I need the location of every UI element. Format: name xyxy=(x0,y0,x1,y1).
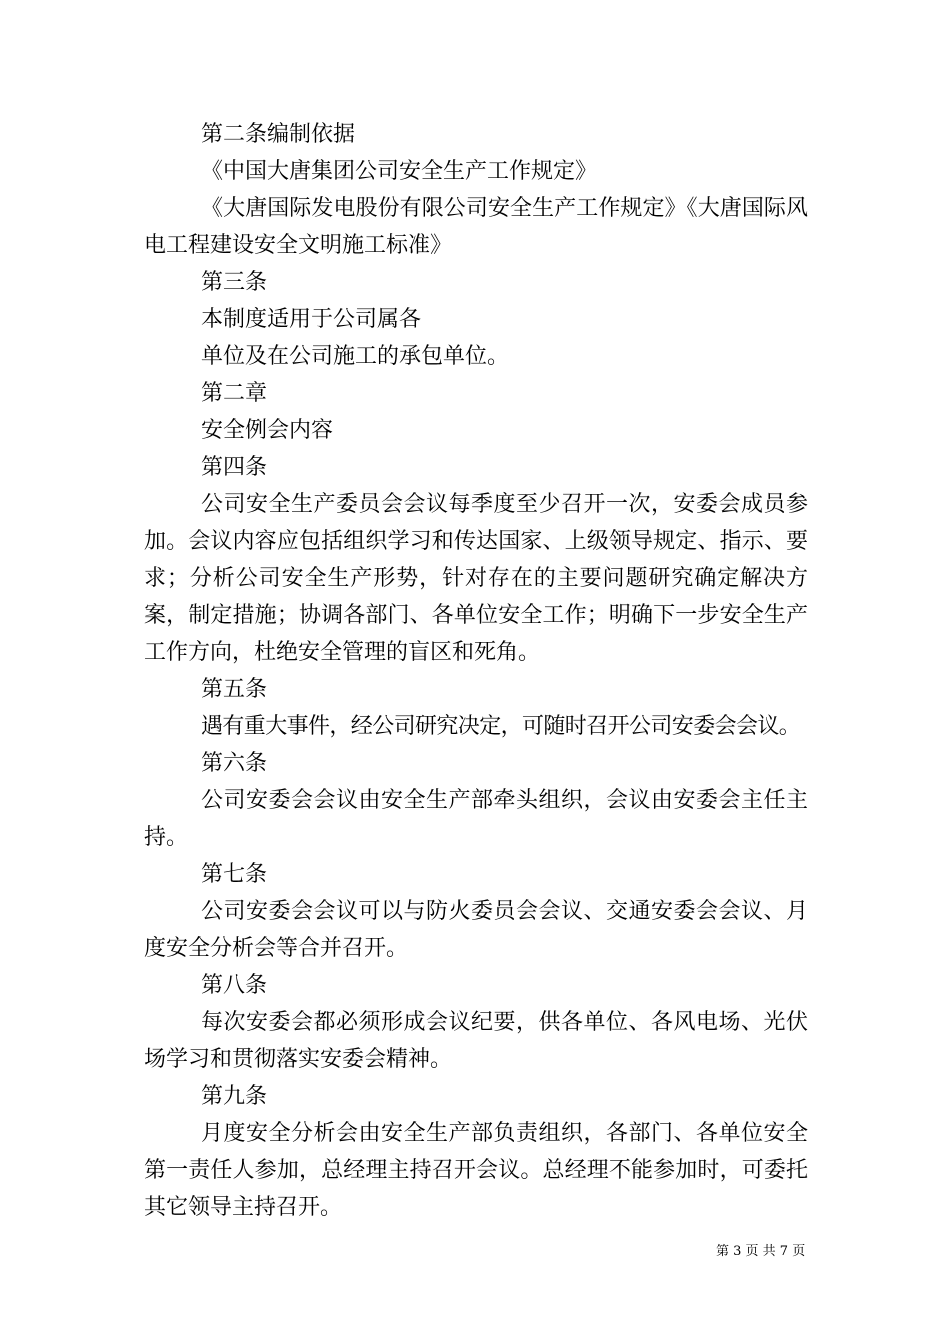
paragraph-article-9-title: 第九条 xyxy=(201,1084,268,1109)
paragraph-article-5-body: 遇有重大事件，经公司研究决定，可随时召开公司安委会会议。 xyxy=(201,714,801,739)
paragraph-article-9-body: 月度安全分析会由安全生产部负责组织，各部门、各单位安全第一责任人参加，总经理主持召开会议。总经理不能参加时，可委托其它领导主持召开。 xyxy=(144,1121,808,1220)
paragraph-article-7-title: 第七条 xyxy=(201,862,268,887)
paragraph-article-3-title: 第三条 xyxy=(201,270,268,295)
paragraph-article-8-title: 第八条 xyxy=(201,973,268,998)
page-number-footer: 第 3 页 共 7 页 xyxy=(716,1244,806,1259)
paragraph-chapter-2-subtitle: 安全例会内容 xyxy=(201,418,334,443)
paragraph-reference-1: 《中国大唐集团公司安全生产工作规定》 xyxy=(201,159,598,184)
paragraph-article-6-title: 第六条 xyxy=(201,751,268,776)
paragraph-article-6-body: 公司安委会会议由安全生产部牵头组织，会议由安委会主任主持。 xyxy=(144,788,808,850)
paragraph-reference-2: 《大唐国际发电股份有限公司安全生产工作规定》《大唐国际风电工程建设安全文明施工标准》 xyxy=(144,196,808,258)
paragraph-article-7-body: 公司安委会会议可以与防火委员会会议、交通安委会会议、月度安全分析会等合并召开。 xyxy=(144,899,808,961)
document-body xyxy=(144,116,808,1226)
paragraph-chapter-2-title: 第二章 xyxy=(201,381,268,406)
paragraph-scope-line-1: 本制度适用于公司属各 xyxy=(201,307,422,332)
paragraph-article-2-title: 第二条编制依据 xyxy=(201,122,356,147)
paragraph-article-5-title: 第五条 xyxy=(201,677,268,702)
paragraph-article-8-body: 每次安委会都必须形成会议纪要，供各单位、各风电场、光伏场学习和贯彻落实安委会精神。 xyxy=(144,1010,808,1072)
paragraph-article-4-title: 第四条 xyxy=(201,455,268,480)
paragraph-scope-line-2: 单位及在公司施工的承包单位。 xyxy=(201,344,510,369)
paragraph-article-4-body: 公司安全生产委员会会议每季度至少召开一次，安委会成员参加。会议内容应包括组织学习和传达国家、上级领导规定、指示、要求；分析公司安全生产形势，针对存在的主要问题研究确定解决方案，制定措施；协调各部门、各单位安全工作；明确下一步安全生产工作方向，杜绝安全管理的盲区和死角。 xyxy=(144,492,808,665)
